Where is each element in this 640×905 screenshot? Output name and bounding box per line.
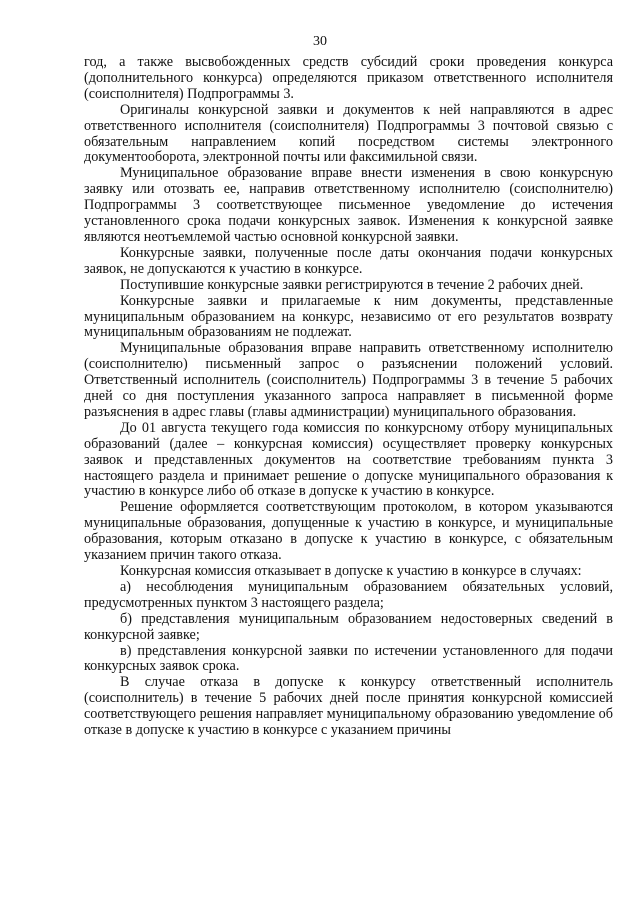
list-item-v: в) представления конкурсной заявки по истечении установленного для подачи конкурсных заявок срока. bbox=[84, 642, 613, 675]
paragraph-decision-protocol: Решение оформляется соответствующим протоколом, в котором указываются муниципальные образования, допущенные к участию в конкурсе, и муниципальные образования, которым отказано в допуске к участию в конкурсе, с обязательным указанием причин такого отказа. bbox=[84, 499, 613, 564]
paragraph-originals: Оригиналы конкурсной заявки и документов к ней направляются в адрес ответственного исполнителя (соисполнителя) Подпрограммы 3 почтовой связью с обязательным направлением копий посредством системы электронного документооборота, электронной почты или факсимильной связи. bbox=[84, 101, 613, 166]
paragraph-continuation: год, а также высвобожденных средств субсидий сроки проведения конкурса (дополнительного конкурса) определяются приказом ответственного исполнителя (соисполнителя) Подпрограммы 3. bbox=[84, 54, 613, 102]
page-number: 30 bbox=[313, 34, 327, 49]
paragraph-changes: Муниципальное образование вправе внести изменения в свою конкурсную заявку или отозвать ее, направив ответственному исполнителю (соисполнителю) Подпрограммы 3 соответствующее письменное уведомление до истечения установленного срока подачи конкурсных заявок. Изменения к конкурсной заявке являются неотъемлемой частью основной конкурсной заявки. bbox=[84, 165, 613, 245]
document-body bbox=[84, 55, 613, 739]
list-item-b: б) представления муниципальным образованием недостоверных сведений в конкурсной заявке; bbox=[84, 610, 613, 643]
paragraph-no-return: Конкурсные заявки и прилагаемые к ним документы, представленные муниципальным образованием на конкурс, независимо от его результатов возврату муниципальным образованиям не подлежат. bbox=[84, 292, 613, 341]
list-item-a: а) несоблюдения муниципальным образованием обязательных условий, предусмотренных пунктом 3 настоящего раздела; bbox=[84, 578, 613, 611]
paragraph-registration: Поступившие конкурсные заявки регистрируются в течение 2 рабочих дней. bbox=[120, 276, 584, 293]
paragraph-refusal-cases: Конкурсная комиссия отказывает в допуске к участию в конкурсе в случаях: bbox=[120, 563, 582, 579]
paragraph-refusal-notice: В случае отказа в допуске к конкурсу ответственный исполнитель (соисполнитель) в течение 5 рабочих дней после принятия конкурсной комиссией соответствующего решения направляет муниципальному образованию уведомление об отказе в допуске к участию в конкурсе с указанием причины bbox=[84, 674, 613, 739]
paragraph-late-applications: Конкурсные заявки, полученные после даты окончания подачи конкурсных заявок, не допускаются к участию в конкурсе. bbox=[84, 244, 613, 277]
paragraph-commission-review: До 01 августа текущего года комиссия по конкурсному отбору муниципальных образований (далее – конкурсная комиссия) осуществляет проверку конкурсных заявок и представленных документов на соответствие требованиям пункта 3 настоящего раздела и принимает решение о допуске муниципального образования к участию в конкурсе либо об отказе в допуске к участию в конкурсе. bbox=[84, 419, 613, 500]
paragraph-clarification-request: Муниципальные образования вправе направить ответственному исполнителю (соисполнителю) письменный запрос о разъяснении положений условий. Ответственный исполнитель (соисполнитель) Подпрограммы 3 в течение 5 рабочих дней со дня поступления указанного запроса направляет в письменной форме разъяснения в адрес главы (главы администрации) муниципального образования. bbox=[84, 340, 613, 420]
